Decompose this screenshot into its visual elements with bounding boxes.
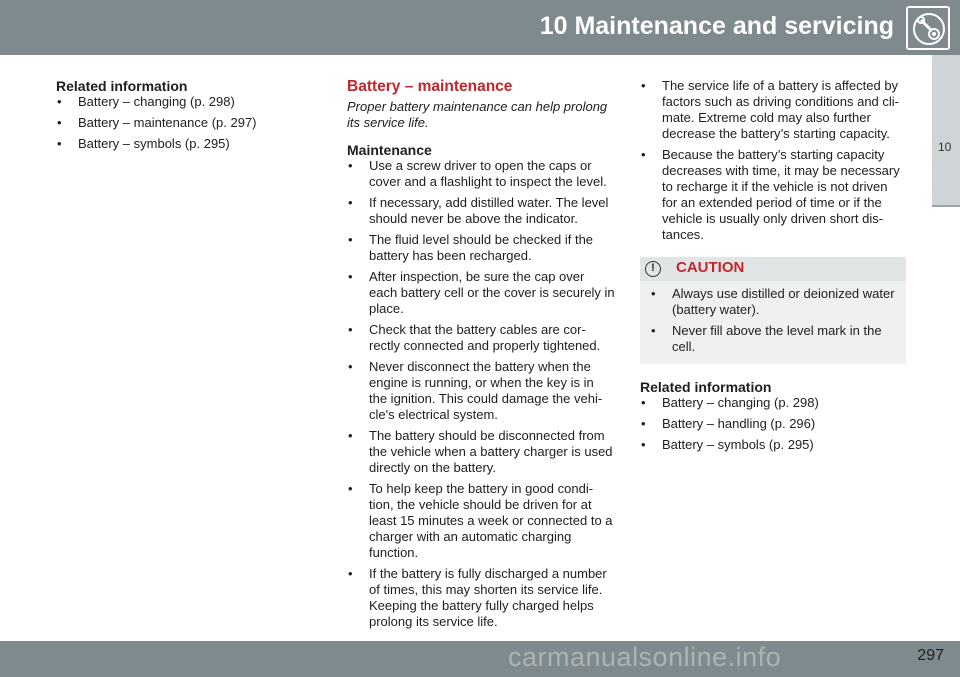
related-link[interactable]: • Battery – changing (p. 298) xyxy=(56,94,301,110)
related-info-heading: Related information xyxy=(56,78,188,94)
list-item: • If necessary, add distilled water. The level should never be above the indicator. xyxy=(347,195,615,227)
watermark: carmanualsonline.info xyxy=(508,642,782,672)
related-info-heading: Related information xyxy=(640,379,772,395)
list-item: • The battery should be disconnected from the vehicle when a battery charger is used directly on the battery. xyxy=(347,428,615,476)
list-item: • To help keep the battery in good condi-tion, the vehicle should be driven for at least 15 minutes a week or connected to a charger with an automatic charging function. xyxy=(347,481,615,561)
column-middle xyxy=(347,78,615,635)
section-title: Battery – maintenance xyxy=(347,78,513,95)
related-link[interactable]: • Battery – maintenance (p. 297) xyxy=(56,115,301,131)
list-item: • Never fill above the level mark in the cell. xyxy=(650,323,898,355)
wrench-gear-icon xyxy=(906,6,950,50)
related-info-list xyxy=(56,94,301,152)
section-intro: Proper battery maintenance can help prolong its service life. xyxy=(347,99,608,130)
chapter-title: 10 Maintenance and servicing xyxy=(539,12,894,40)
caution-list xyxy=(650,286,898,355)
related-info-list xyxy=(640,395,906,453)
related-link[interactable]: • Battery – changing (p. 298) xyxy=(640,395,906,411)
related-link[interactable]: • Battery – symbols (p. 295) xyxy=(640,437,906,453)
column-left xyxy=(56,78,301,157)
caution-header xyxy=(640,257,906,281)
caution-title: CAUTION xyxy=(676,259,745,276)
list-item: • Never disconnect the battery when the engine is running, or when the key is in the ignition. This could damage the vehi-cle's electrical system. xyxy=(347,359,615,423)
list-item: • Use a screw driver to open the caps or cover and a flashlight to inspect the level. xyxy=(347,158,615,190)
list-item: • The fluid level should be checked if the battery has been recharged. xyxy=(347,232,615,264)
column-right xyxy=(640,78,906,458)
related-link[interactable]: • Battery – handling (p. 296) xyxy=(640,416,906,432)
list-item: • Check that the battery cables are cor-rectly connected and properly tightened. xyxy=(347,322,615,354)
caution-body xyxy=(640,281,906,364)
chapter-tab-number: 10 xyxy=(938,140,952,154)
exclamation-circle-icon: ! xyxy=(645,261,661,277)
maintenance-list xyxy=(347,158,615,630)
maintenance-heading: Maintenance xyxy=(347,142,432,158)
list-item: • The service life of a battery is affected by factors such as driving conditions and cli-mate. Extreme cold may also further decrease the battery’s starting capacity. xyxy=(640,78,906,142)
chapter-side-tab[interactable] xyxy=(932,55,960,207)
related-link[interactable]: • Battery – symbols (p. 295) xyxy=(56,136,301,152)
list-item: • After inspection, be sure the cap over each battery cell or the cover is securely in place. xyxy=(347,269,615,317)
battery-life-list xyxy=(640,78,906,243)
list-item: • Because the battery’s starting capacity decreases with time, it may be necessary to recharge it if the vehicle is not driven for an extended period of time or if the vehicle is usually only driven short dis-tances. xyxy=(640,147,906,243)
list-item: • If the battery is fully discharged a number of times, this may shorten its service life. Keeping the battery fully charged helps prolong its service life. xyxy=(347,566,615,630)
caution-box xyxy=(640,257,906,364)
list-item: • Always use distilled or deionized water (battery water). xyxy=(650,286,898,318)
page-footer xyxy=(0,641,960,677)
page-number: 297 xyxy=(917,647,944,664)
